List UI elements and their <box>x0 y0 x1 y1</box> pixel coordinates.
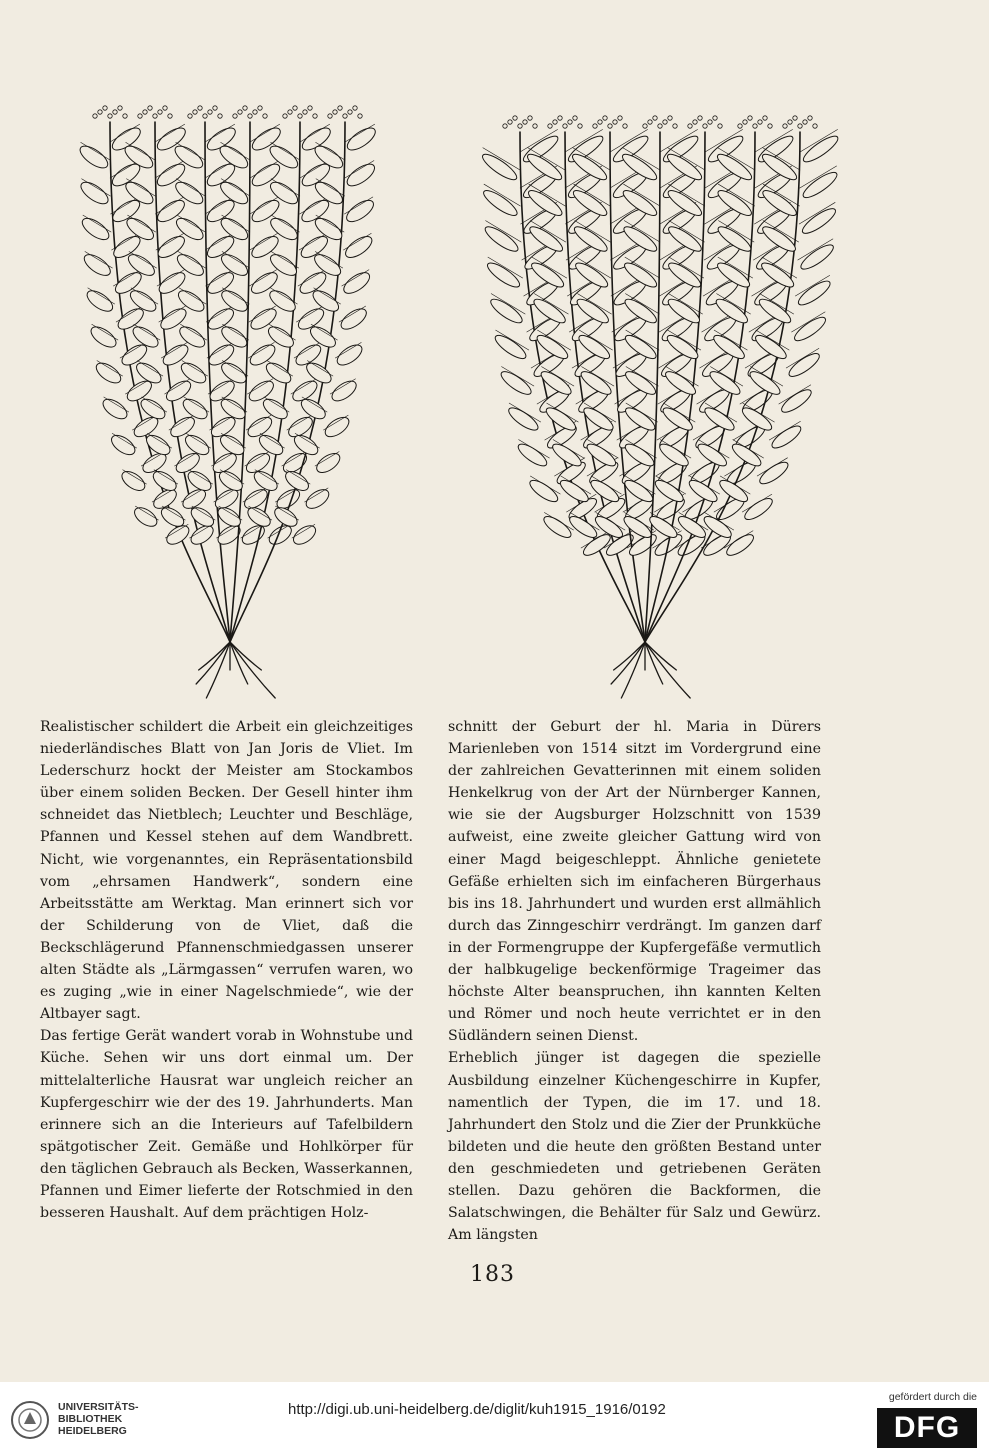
paragraph: Das fertige Gerät wandert vorab in Wohnstube und Küche. Sehen wir uns dort einmal um. Der mittelalterliche Hausrat war ungleich reicher an Kupfergeschirr wie der des 19. Jahrhunderts. Man erinnere sich an die Interieurs auf Tafelbildern spätgotischer Zeit. Gemäße und Hohlkörper für den täglichen Gebrauch als Becken, Wasserkannen, Pfannen und Eimer lieferte der Rotschmied in den besseren Haushalt. Auf dem prächtigen Holz- <box>40 1028 413 1222</box>
text-column-left <box>40 716 413 1224</box>
university-seal-icon <box>10 1400 50 1440</box>
source-url-link[interactable]: http://digi.ub.uni-heidelberg.de/diglit/kuh1915_1916/0192 <box>288 1401 666 1418</box>
footer-bar <box>0 1382 989 1455</box>
paragraph: schnitt der Geburt der hl. Maria in Dürers Marienleben von 1514 sitzt im Vordergrund eine der zahlreichen Gevatterinnen mit einem soliden Henkelkrug von der Art der Nürnberger Kannen, wie sie der Augsburger Holzschnitt von 1539 aufweist, eine zweite gleicher Gattung wird von einer Magd beigeschleppt. Ähnliche genietete Gefäße erhielten sich im einfacheren Bürgerhaus bis ins 18. Jahrhundert und wurden erst allmählich durch das Zinngeschirr verdrängt. Im ganzen darf in der Formengruppe der Kupfergefäße vermutlich der halbkugelige beckenförmige Trageimer das höchste Alter beanspruchen, ihn kannten Kelten und Römer und noch heute verrichtet er in den Südländern seinen Dienst. <box>448 719 821 1045</box>
woodcut-plant-right <box>470 82 850 702</box>
page-number: 183 <box>470 1262 515 1287</box>
text-column-right <box>448 716 821 1246</box>
dfg-logo: DFG <box>877 1408 977 1448</box>
paragraph: Realistischer schildert die Arbeit ein gleichzeitiges niederländisches Blatt von Jan Joris de Vliet. Im Lederschurz hockt der Meister am Stockambos über einem soliden Becken. Der Gesell hinter ihm schneidet das Nietblech; Leuchter und Beschläge, Pfannen und Kessel stehen auf dem Wandbrett. Nicht, wie vorgenanntes, ein Repräsentationsbild vom „ehrsamen Handwerk“, sondern eine Arbeitsstätte am Werktag. Man erinnert sich vor der Schilderung von de Vliet, daß die Beckschlägerund Pfannenschmiedgassen unserer alten Städte als „Lärmgassen“ verrufen waren, wo es zuging „wie in einer Nagelschmiede“, wie der Altbayer sagt. <box>40 719 413 1023</box>
paragraph: Erheblich jünger ist dagegen die spezielle Ausbildung einzelner Küchengeschirre in Kupfer, namentlich der Typen, die im 17. und 18. Jahrhundert den Stolz und die Zier der Prunkküche bildeten und die heute den größten Bestand unter den geschmiedeten und getriebenen Geräten stellen. Dazu gehören die Backformen, die Salatschwingen, die Behälter für Salz und Gewürz. Am längsten <box>448 1050 821 1244</box>
institution-name: UNIVERSITÄTS- BIBLIOTHEK HEIDELBERG <box>58 1401 139 1437</box>
woodcut-plant-left <box>45 82 415 702</box>
funded-by-label: gefördert durch die <box>888 1391 977 1403</box>
